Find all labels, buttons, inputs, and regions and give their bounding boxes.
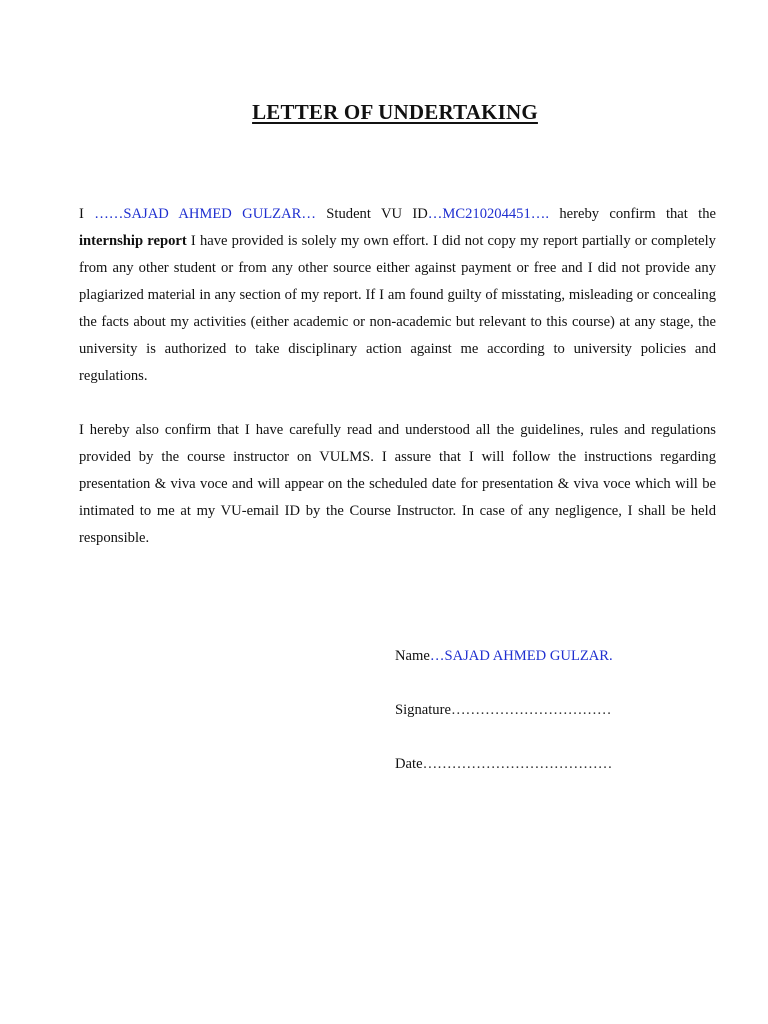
signature-dots: …………………………… [450,702,612,718]
name-value: SAJAD AHMED GULZAR [444,648,610,664]
name-dots: … [429,648,445,664]
name-end: . [609,648,613,664]
undertaking-paragraph [79,201,716,390]
student-id-label: Student VU ID [315,206,428,222]
fill-dots: …. [530,206,550,222]
document-title: LETTER OF UNDERTAKING [252,100,538,124]
date-line [395,756,695,773]
student-id: MC210204451 [442,206,531,222]
student-name: SAJAD AHMED GULZAR [123,206,302,222]
paragraph-rest: I have provided is solely my own effort. I did not copy my report partially or completely from any other student or from any other source either against payment or free and I did not provide any plagiarized material in any section of my report. If I am found guilty of misstating, misleading or concealing the facts about my activities (either academic or non-academic but relevant to this course) at any stage, the university is authorized to take disciplinary action against me according to university policies and regulations. [79,233,716,384]
internship-report-term: internship report [79,233,187,249]
paragraph-start: I [79,206,95,222]
name-label: Name [395,648,430,664]
date-label: Date [395,756,423,772]
signature-line [395,702,695,719]
signature-label: Signature [395,702,451,718]
fill-dots: …… [94,206,124,222]
fill-dots: … [301,206,316,222]
name-line [395,648,695,665]
confirmation-paragraph: I hereby also confirm that I have carefully read and understood all the guidelines, rules and regulations provided by the course instructor on VULMS. I assure that I will follow the instructions regarding presentation & viva voce and will appear on the scheduled date for presentation & viva voce which will be intimated to me at my VU-email ID by the Course Instructor. In case of any negligence, I shall be held responsible. [79,422,716,546]
date-dots: ………………………………… [422,756,613,772]
fill-dots: … [427,206,443,222]
paragraph-mid: hereby confirm that the [549,206,716,222]
